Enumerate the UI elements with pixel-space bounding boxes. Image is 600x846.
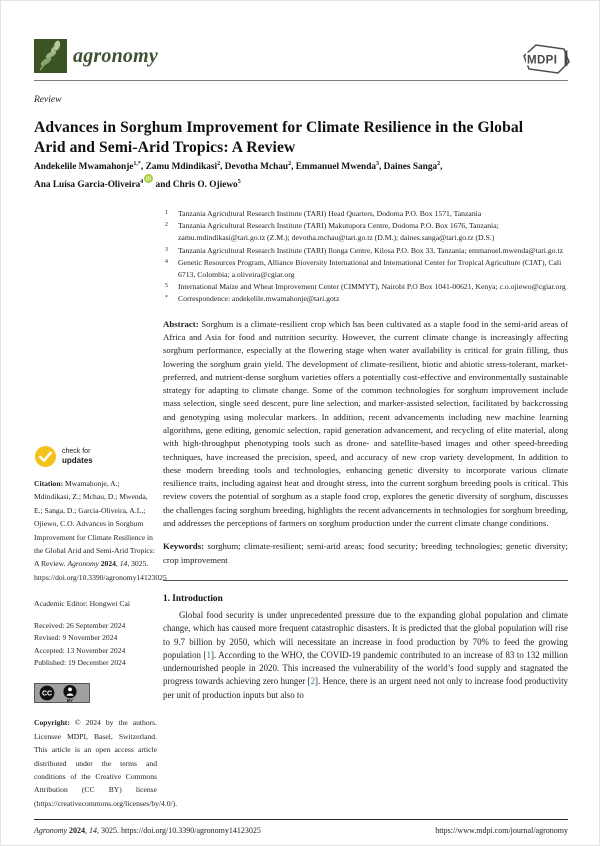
authors-line-break-comma: , [440, 162, 443, 173]
affiliation-marker: 1 [165, 210, 168, 216]
abstract-label: Abstract: [163, 318, 199, 329]
reference-link[interactable]: 2 [310, 676, 316, 687]
author-affil-sup: 2 [217, 161, 221, 167]
affiliation-item [163, 257, 568, 281]
accepted-date: Accepted: 13 November 2024 [34, 645, 126, 655]
author-name: Andekelile Mwamahonje [34, 162, 134, 173]
affiliation-marker: 4 [165, 258, 168, 265]
doi-link[interactable]: https://doi.org/10.3390/agronomy14123025 [34, 572, 167, 582]
svg-text:BY: BY [66, 697, 74, 703]
mdpi-logo [522, 43, 572, 75]
academic-editor: Academic Editor: Hongwei Cai [34, 599, 130, 609]
author-affil-sup: 2 [437, 161, 441, 167]
section-heading-introduction: 1. Introduction [163, 593, 223, 604]
author-name: and Chris O. Ojiewo [153, 180, 238, 191]
keywords-text: sorghum; climate-resilient; semi-arid areas; food security; breeding technologies; genetic diversity; crop improvement [163, 541, 568, 565]
copyright-text: © 2024 by the authors. Licensee MDPI, Basel, Switzerland. This article is an open access article distributed under the terms and conditions of the Creative Commons Attribution (CC BY) license (https://creativecommons.org/licenses/by/4.0/). [34, 718, 178, 808]
svg-text:CC: CC [41, 690, 53, 698]
article-type-label: Review [34, 95, 62, 105]
main-column [163, 208, 568, 702]
author-affil-sup: 1,* [133, 161, 141, 167]
authors-line [34, 158, 568, 192]
header-rule [34, 80, 568, 81]
footer-rule [34, 819, 568, 820]
affiliation-item [163, 208, 568, 220]
affiliation-text: International Maize and Wheat Improvement Center (CIMMYT), Nairobi P.O Box 1041-00621, Kenya; c.o.ojiewo@cgiar.org [178, 282, 566, 292]
citation-label: Citation: [34, 479, 64, 488]
check-for-updates-badge[interactable] [34, 445, 157, 468]
by-person-icon [63, 685, 76, 698]
affiliation-text: Genetic Resources Program, Alliance Bioversity International and International Center for Tropical Agriculture (CIAT), Cali 6713, Colombia; a.oliveira@cgiar.org [178, 257, 562, 280]
paper-title: Advances in Sorghum Improvement for Climate Resilience in the Global Arid and Semi-Arid Tropics: A Review [34, 119, 524, 156]
doi-link-footer[interactable]: https://doi.org/10.3390/agronomy14123025 [121, 826, 261, 835]
author-name: , Zamu Mdindikasi [140, 162, 218, 173]
check-icon [34, 445, 57, 468]
published-date: Published: 19 December 2024 [34, 658, 126, 668]
paragraph-text: ]. Hence, there is an urgent need not only to increase food productivity per unit of production inputs but also to [163, 676, 568, 700]
author-affil-sup: 3 [376, 161, 380, 167]
affiliation-text: Tanzania Agricultural Research Institute (TARI) Head Quarters, Dodoma P.O. Box 1571, Tanzania [178, 209, 482, 218]
copyright-notice [34, 716, 178, 810]
introduction-paragraph [163, 609, 568, 702]
paragraph-text: Global food security is under unprecedented pressure due to the expanding global population and climate change, which has caused more frequent catastrophic disasters. It is predicted that the global population will rise to 9.7 billion by 2050, which will necessitate an increase in food production by 70% to feed the growing population [ [163, 609, 568, 660]
cc-by-badge[interactable] [34, 683, 90, 707]
received-date: Received: 26 September 2024 [34, 620, 126, 630]
mdpi-logo-text: MDPI [527, 54, 558, 67]
affiliations [163, 208, 568, 306]
citation-year: 2024 [100, 559, 116, 569]
paragraph-text: ]. According to the WHO, the COVID-19 pandemic contributed to an increase of 83 to 132 million undernourished people in 2020. This increased the vulnerability of the world’s food supply and stagnated the progress towards achieving zero hunger [ [163, 649, 568, 687]
author-name: Ana Luísa Garcia-Oliveira [34, 180, 141, 191]
affiliation-marker: 2 [165, 222, 168, 229]
affiliation-item [163, 245, 568, 257]
journal-citation-footer: Agronomy 2024, 14, 3025. https://doi.org/10.3390/agronomy14123025 [34, 826, 261, 835]
author-affil-sup: 2 [288, 161, 292, 167]
article-dates [34, 620, 157, 670]
affiliation-marker: 5 [165, 283, 168, 290]
author-affil-sup: 5 [237, 179, 241, 186]
abstract [163, 318, 568, 531]
journal-url-link[interactable]: https://www.mdpi.com/journal/agronomy [435, 826, 568, 835]
citation-block: Citation: Mwamahonje, A.; Mdindikasi, Z.; Mchau, D.; Mwenda, E.; Sanga, D.; Garcia-Oliveira, A.L.; Ojiewo, C.O. Advances in Sorghum Improvement for Climate Resilience in the Global Arid and Semi-Arid Tropics: A Review. Agronomy 2024, 14, 3025. https://doi.org/10.3390/agronomy14123025 [34, 479, 167, 582]
affiliation-text: Tanzania Agricultural Research Institute (TARI) Ilonga Centre, Kilosa P.O. Box 33, Tanzania; emmanuel.mwenda@tari.go.tz [178, 245, 564, 255]
affiliation-text: Tanzania Agricultural Research Institute (TARI) Makutupora Centre, Dodoma P.O. Box 1676, Tanzania; zamu.mdindikasi@tari.go.tz (Z.M.); devotha.mchau@tari.go.tz (D.M.); daines.sanga@tari.go.tz (D.S.) [178, 221, 499, 243]
check-for-updates-label: check for updates [62, 448, 93, 465]
citation-text: Mwamahonje, A.; Mdindikasi, Z.; Mchau, D.; Mwenda, E.; Sanga, D.; Garcia-Oliveira, A.L.; Ojiewo, C.O. Advances in Sorghum Improvement for Climate Resilience in the Global Arid and Semi-Arid Tropics: A Review. [34, 479, 155, 569]
orcid-icon[interactable] [144, 174, 153, 188]
author-name: , Daines Sanga [379, 162, 438, 173]
copyright-label: Copyright: [34, 718, 70, 728]
footer [34, 826, 568, 835]
svg-text:iD: iD [146, 176, 152, 183]
affiliation-item [163, 220, 568, 244]
citation-journal: Agronomy [67, 559, 99, 569]
citation-volume: 14 [119, 559, 128, 569]
revised-date: Revised: 9 November 2024 [34, 633, 118, 643]
affiliation-marker: 3 [165, 246, 168, 253]
affiliation-marker: * [165, 295, 168, 302]
affiliation-item [163, 281, 568, 293]
author-name: , Devotha Mchau [220, 162, 289, 173]
author-affil-sup: 4 [140, 179, 144, 186]
keywords-label: Keywords: [163, 541, 205, 552]
author-name: , Emmanuel Mwenda [291, 162, 377, 173]
sidebar [34, 445, 178, 810]
abstract-text: Sorghum is a climate-resilient crop which has been cultivated as a staple food in the semi-arid areas of Africa and Asia for food and nutrition security. However, the current climate change is increasingly affecting sorghum performance, especially at the flowering stage when water availability is critical for grain filling, thus lowering the sorghum grain yield. The development of climate-resilient, biotic and abiotic stress-tolerant, market-preferred, and nutrient-dense sorghum varieties offers a potentially cost-effective and environmentally sustainable strategy for adapting to climate change. Some of the common technologies for sorghum improvement include mass selection, single seed descent, pure line selection, and marker-assisted selection, facilitated by backcrossing and genotyping using molecular markers. In addition, recent advancements including new machine learning algorithms, gene editing, genomic selection, rapid generation advancement, and recycling of elite material, along with high-throughput phenotyping tools such as drone- and satellite-based images and other speed-breeding techniques, have increased the precision, speed, and accuracy of new crop variety development. In addition to these modern breeding tools and technologies, enhancing genetic diversity to incorporate various climate resilience traits, including against heat and drought stress, into the current sorghum breeding pools is critical. This review covers the potential of sorghum as a staple food crop, explores the genetic diversity of sorghum, discusses the challenges facing sorghum breeding, highlights the recent advancements in technologies for sorghum breeding, and addresses the perceptions of farmers on sorghum production under the current climate change conditions. [163, 318, 568, 529]
affiliation-item [163, 293, 568, 305]
wheat-icon [34, 39, 67, 73]
correspondence-text: Correspondence: andekelile.mwamahonje@tari.gotz [178, 294, 340, 304]
keywords [163, 540, 568, 567]
journal-name: agronomy [73, 45, 158, 67]
reference-link[interactable]: 1 [206, 649, 211, 660]
section-divider [163, 580, 568, 581]
agronomy-logo [34, 39, 67, 73]
